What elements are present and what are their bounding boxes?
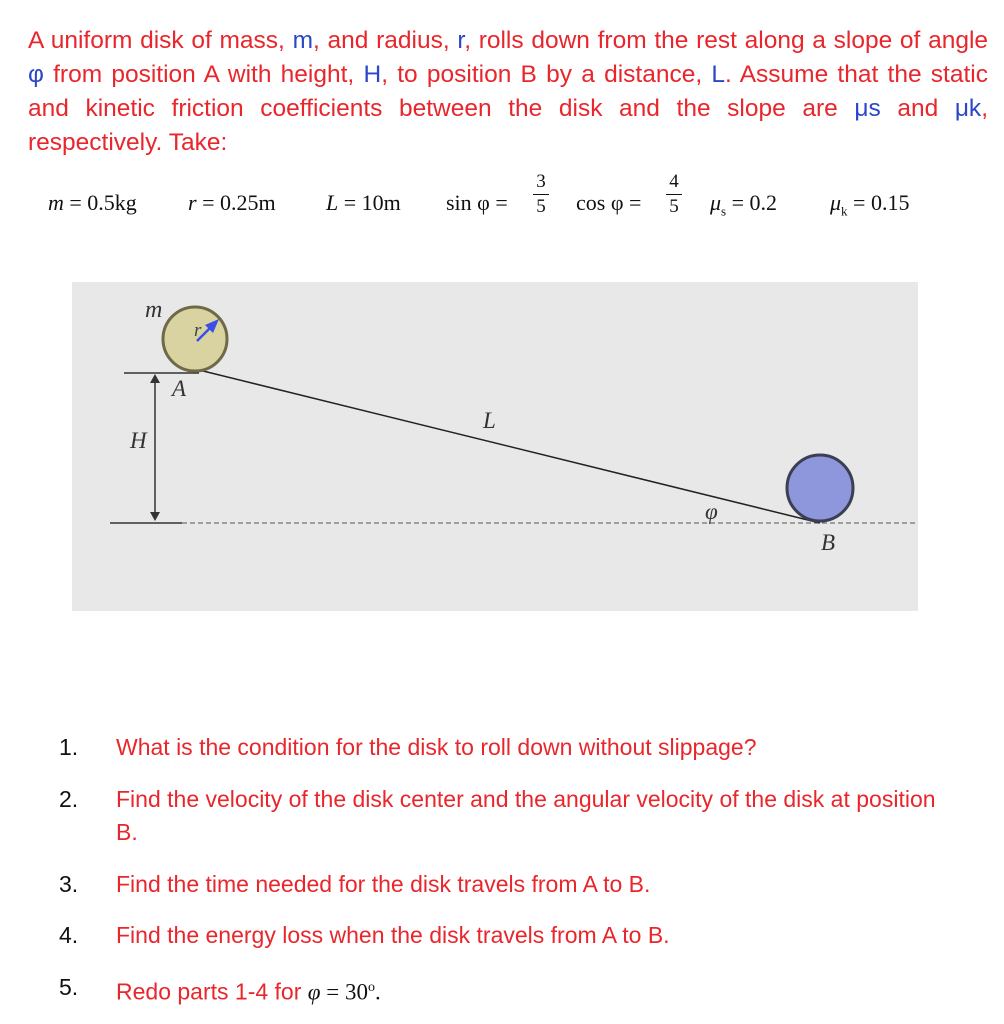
given-length-var: L — [326, 190, 339, 215]
intro-text-7: and — [880, 95, 955, 122]
given-cos-label: cos φ = — [576, 190, 642, 215]
given-values — [0, 168, 1004, 240]
given-length-val: = 10m — [338, 190, 401, 215]
mu-k-subscript: k — [841, 203, 848, 219]
question-4-text: Find the energy loss when the disk travels from A to B. — [116, 922, 670, 948]
height-symbol: H — [363, 61, 382, 88]
question-2-text: Find the velocity of the disk center and the angular velocity of the disk at position B. — [116, 786, 936, 845]
question-4-number: 4. — [59, 922, 79, 948]
question-3-text: Find the time needed for the disk travels from A to B. — [116, 871, 651, 897]
given-mu-s — [710, 190, 777, 219]
question-3 — [59, 868, 959, 902]
mass-label: m — [145, 297, 163, 323]
mu-k-symbol: μ — [830, 190, 842, 215]
question-5-phi: φ — [307, 979, 321, 1005]
given-mu-k — [830, 190, 909, 219]
mass-symbol: m — [292, 27, 314, 54]
given-radius — [188, 190, 276, 216]
intro-text-5: , to position B by a distance, — [381, 61, 712, 88]
given-mass-var: m — [48, 190, 64, 215]
given-mass-val: = 0.5kg — [63, 190, 137, 215]
radius-label: r — [194, 320, 202, 341]
question-3-number: 3. — [59, 871, 79, 897]
intro-text-2: , and radius, — [313, 27, 458, 54]
intro-text-8: , respectively. Take: — [28, 95, 988, 156]
cos-fraction-bar — [666, 194, 682, 195]
angle-label: φ — [705, 499, 718, 524]
question-1-number: 1. — [59, 734, 79, 760]
question-2 — [59, 783, 959, 851]
problem-statement — [28, 24, 988, 160]
sin-denominator: 5 — [536, 196, 546, 217]
question-1 — [59, 731, 959, 765]
angle-symbol: φ — [28, 61, 44, 88]
mu-s-value: = 0.2 — [726, 190, 778, 215]
position-b-label: B — [821, 530, 836, 555]
given-sin-fraction — [531, 171, 551, 218]
radius-symbol: r — [457, 27, 465, 54]
question-4 — [59, 919, 959, 953]
question-5-lead: Redo parts 1-4 for — [116, 978, 308, 1005]
question-1-text: What is the condition for the disk to roll down without slippage? — [116, 734, 757, 760]
mu-s-symbol: μ — [710, 190, 722, 215]
given-sin-label: sin φ = — [446, 190, 508, 215]
intro-text-1: A uniform disk of mass, — [28, 27, 293, 54]
kinetic-friction-symbol: μk — [954, 95, 982, 122]
question-5-period: . — [374, 979, 381, 1005]
intro-text-3: , rolls down from the rest along a slope of angle — [464, 27, 989, 54]
mu-k-value: = 0.15 — [847, 190, 910, 215]
given-radius-val: = 0.25m — [196, 190, 276, 215]
sin-fraction-bar — [533, 194, 549, 195]
sin-numerator: 3 — [536, 171, 546, 192]
given-mass — [48, 190, 137, 216]
given-cos-fraction — [664, 171, 684, 218]
cos-denominator: 5 — [669, 196, 679, 217]
question-5 — [59, 971, 959, 1005]
given-radius-var: r — [188, 190, 197, 215]
cos-numerator: 4 — [669, 171, 679, 192]
question-2-number: 2. — [59, 786, 79, 812]
static-friction-symbol: μs — [854, 95, 881, 122]
incline-diagram — [72, 282, 918, 611]
question-5-text — [116, 971, 956, 1009]
question-5-number: 5. — [59, 974, 79, 1000]
given-length — [326, 190, 401, 216]
height-label: H — [130, 428, 147, 453]
question-5-degree: o — [367, 980, 375, 995]
position-a-label: A — [172, 376, 187, 401]
intro-text-4: from position A with height, — [43, 61, 364, 88]
question-5-value: = 30 — [320, 979, 368, 1005]
length-symbol: L — [711, 61, 726, 88]
intro-text-6: . Assume that the static and kinetic friction coefficients between the disk and the slope are — [28, 61, 988, 122]
length-label: L — [483, 408, 496, 433]
mu-s-subscript: s — [721, 203, 727, 219]
